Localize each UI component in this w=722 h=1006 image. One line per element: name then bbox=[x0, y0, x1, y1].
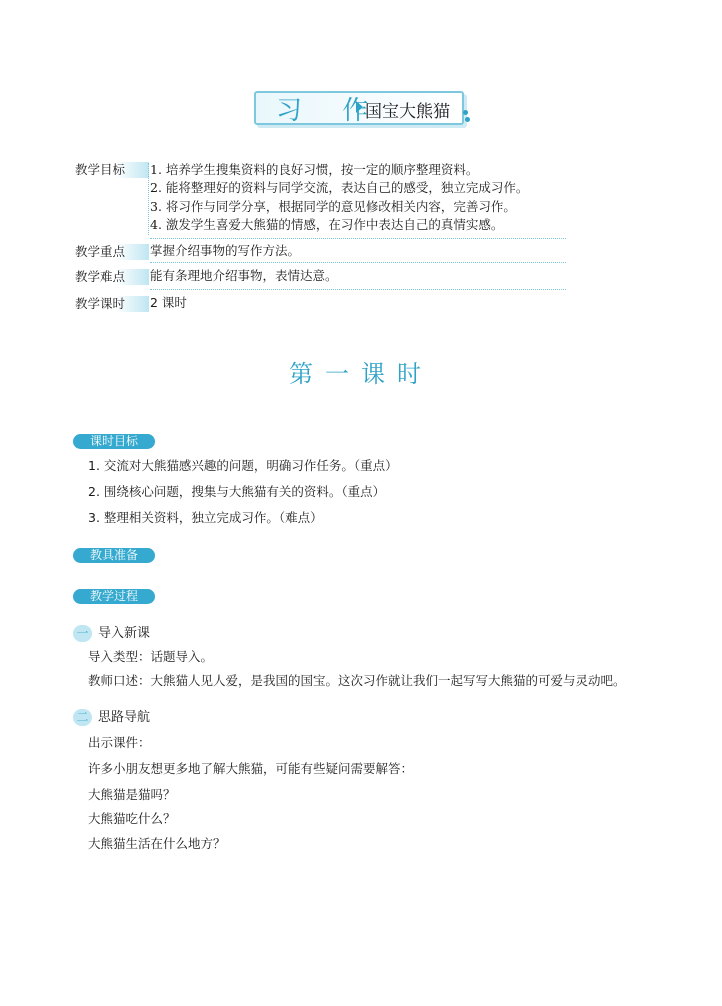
goals-divider bbox=[148, 163, 149, 235]
objective-item: 1. 交流对大熊猫感兴趣的问题，明确习作任务。（重点） bbox=[88, 458, 398, 473]
step-line: 大熊猫生活在什么地方？ bbox=[88, 836, 226, 851]
step-line: 教师口述：大熊猫人见人爱，是我国的国宝。这次习作就让我们一起写写大熊猫的可爱与灵动吧。 bbox=[88, 673, 626, 688]
objective-item: 2. 围绕核心问题，搜集与大熊猫有关的资料。（重点） bbox=[88, 484, 386, 499]
step-badge: 二 bbox=[73, 709, 92, 726]
step-line: 出示课件： bbox=[88, 735, 151, 750]
banner-subtitle: 国宝大熊猫 bbox=[365, 102, 450, 122]
process-tag: 教学过程 bbox=[73, 589, 155, 604]
dot-icon bbox=[463, 110, 468, 115]
step-line: 导入类型：话题导入。 bbox=[88, 649, 214, 664]
step-badge: 一 bbox=[73, 625, 92, 642]
objectives-tag: 课时目标 bbox=[73, 434, 155, 449]
difficulty-label: 教学难点 bbox=[75, 269, 149, 285]
difficulty-text: 能有条理地介绍事物，表情达意。 bbox=[150, 268, 338, 283]
focus-label: 教学重点 bbox=[75, 244, 149, 260]
title-banner bbox=[254, 91, 468, 125]
divider bbox=[150, 262, 566, 263]
goals-label: 教学目标 bbox=[75, 162, 149, 178]
goal-item: 1. 培养学生搜集资料的良好习惯，按一定的顺序整理资料。 bbox=[150, 162, 479, 177]
goal-item: 3. 将习作与同学分享，根据同学的意见修改相关内容，完善习作。 bbox=[150, 199, 516, 214]
hours-text: 2 课时 bbox=[150, 295, 187, 310]
prep-tag: 教具准备 bbox=[73, 548, 155, 563]
step-line: 大熊猫是猫吗？ bbox=[88, 787, 176, 802]
focus-text: 掌握介绍事物的写作方法。 bbox=[150, 243, 301, 258]
hours-label: 教学课时 bbox=[75, 296, 149, 312]
goal-item: 2. 能将整理好的资料与同学交流，表达自己的感受，独立完成习作。 bbox=[150, 180, 529, 195]
step-line: 大熊猫吃什么？ bbox=[88, 811, 176, 826]
objective-item: 3. 整理相关资料，独立完成习作。（难点） bbox=[88, 510, 323, 525]
step-title: 导入新课 bbox=[98, 626, 151, 641]
dot-icon bbox=[465, 117, 470, 122]
lesson-title: 第一课时 bbox=[289, 360, 433, 388]
banner-main-title: 习 作 bbox=[276, 96, 385, 126]
step-title: 思路导航 bbox=[98, 710, 151, 725]
divider bbox=[150, 238, 566, 239]
goal-item: 4. 激发学生喜爱大熊猫的情感，在习作中表达自己的真情实感。 bbox=[150, 217, 504, 232]
step-line: 许多小朋友想更多地了解大熊猫，可能有些疑问需要解答： bbox=[88, 761, 414, 776]
triangle-icon bbox=[356, 101, 363, 113]
divider bbox=[150, 289, 566, 290]
